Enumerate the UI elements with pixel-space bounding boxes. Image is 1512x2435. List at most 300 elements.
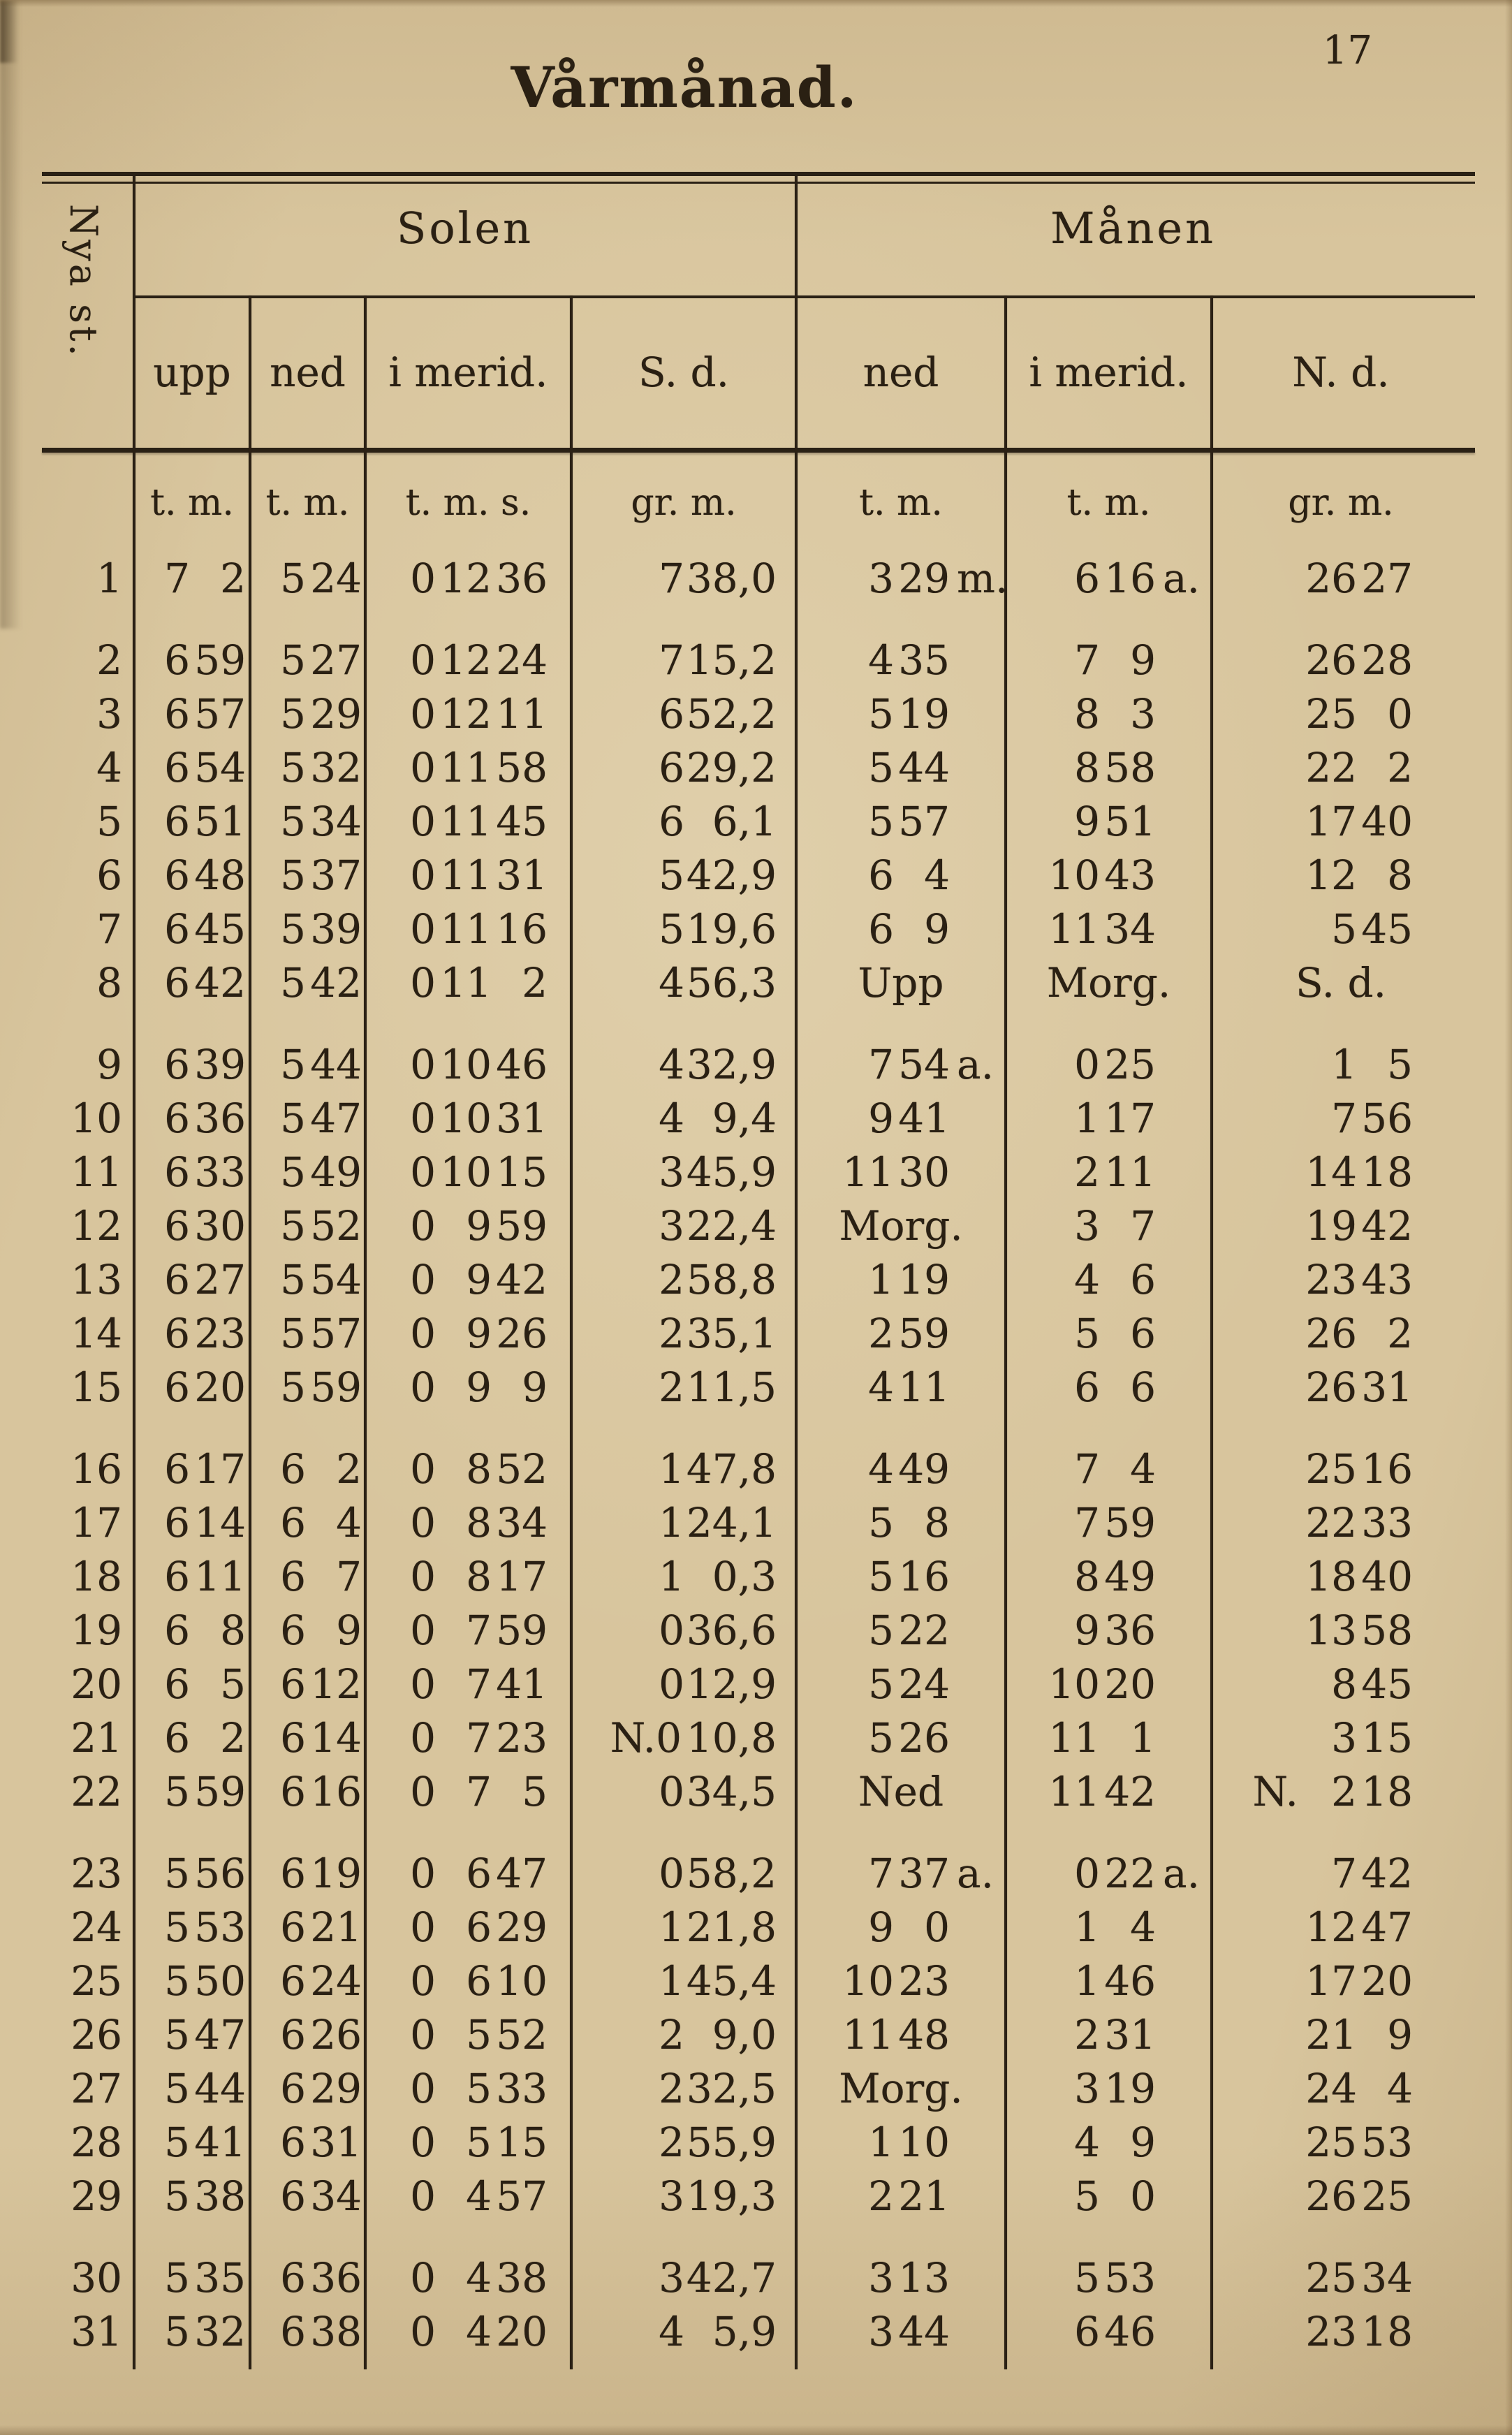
cell-m_mer bbox=[1006, 2251, 1212, 2305]
value-part: 0 bbox=[659, 1660, 684, 1708]
value-part: 36 bbox=[1104, 1607, 1156, 1654]
cell-s_sd bbox=[571, 2062, 796, 2116]
value-part: 47 bbox=[496, 1850, 548, 1897]
value-part: 34,5 bbox=[686, 1768, 777, 1815]
table-row-day-31 bbox=[66, 2305, 1470, 2359]
value-part: 26 bbox=[1305, 1310, 1357, 1357]
cell-text: gr. m. bbox=[631, 482, 737, 524]
value-part: 4 bbox=[466, 2308, 492, 2355]
value-part: 5 bbox=[868, 1553, 894, 1600]
suffix-spacer bbox=[950, 1092, 1001, 1146]
value-part: 0 bbox=[410, 1768, 436, 1815]
value-part: 4 bbox=[659, 959, 684, 1007]
value-part: 0 bbox=[410, 2119, 436, 2166]
value-part: 29,2 bbox=[686, 744, 777, 791]
suffix-spacer bbox=[1156, 2170, 1208, 2223]
value-part: 26 bbox=[71, 2011, 122, 2059]
cell-day bbox=[66, 1442, 134, 1496]
cell-s_upp bbox=[134, 1954, 250, 2008]
value-part: 6 bbox=[1130, 1256, 1156, 1303]
value-part: 3 bbox=[868, 555, 894, 602]
cell-s_ned bbox=[250, 552, 365, 606]
cell-s_ned bbox=[250, 1954, 365, 2008]
cell-day bbox=[66, 1496, 134, 1550]
value-part: 0 bbox=[659, 1768, 684, 1815]
value-part: 1 bbox=[659, 1957, 684, 2005]
suffix-spacer bbox=[1156, 795, 1208, 849]
value-part: 0 bbox=[410, 1553, 436, 1600]
cell-m_ned bbox=[796, 1442, 1006, 1496]
value-part: 10,8 bbox=[686, 1714, 777, 1762]
value-part: 1 bbox=[659, 1445, 684, 1493]
suffix-spacer bbox=[1156, 1253, 1208, 1307]
cell-day bbox=[66, 1658, 134, 1711]
cell-day bbox=[66, 552, 134, 606]
value-part: 17 bbox=[1104, 1095, 1156, 1142]
value-part: 22 bbox=[1104, 1850, 1156, 1897]
value-part: 43 bbox=[1361, 1256, 1413, 1303]
cell-m_ned bbox=[796, 902, 1006, 956]
value-part: 9 bbox=[1074, 798, 1100, 845]
value-part: 10 bbox=[440, 1095, 492, 1142]
suffix-spacer bbox=[950, 1361, 1001, 1414]
value-part: 47 bbox=[194, 2011, 246, 2059]
value-part: 4 bbox=[466, 2254, 492, 2302]
cell-s_ned bbox=[250, 1442, 365, 1496]
cell-m_mer bbox=[1006, 1765, 1212, 1819]
value-part: 2 bbox=[659, 1363, 684, 1411]
value-part: 9 bbox=[466, 1363, 492, 1411]
value-part: 5 bbox=[164, 1850, 190, 1897]
cell-m_ned bbox=[796, 1550, 1006, 1604]
value-part: 8 bbox=[1331, 1660, 1357, 1708]
value-part: 5 bbox=[164, 1768, 190, 1815]
cell-s_sd bbox=[571, 1038, 796, 1092]
cell-s_upp bbox=[134, 1442, 250, 1496]
column-header-m_ned: ned bbox=[863, 349, 939, 396]
cell-m_nd bbox=[1212, 956, 1470, 1010]
suffix-spacer bbox=[1156, 1092, 1208, 1146]
value-part: 9 bbox=[466, 1256, 492, 1303]
value-part: 12 bbox=[1305, 851, 1357, 899]
value-part: 14 bbox=[71, 1310, 122, 1357]
cell-m_nd bbox=[1212, 687, 1470, 741]
value-part: 15 bbox=[496, 2119, 548, 2166]
value-part: 3 bbox=[1074, 2065, 1100, 2112]
value-part: 48 bbox=[194, 851, 246, 899]
value-part: 27 bbox=[71, 2065, 122, 2112]
cell-m_ned bbox=[796, 1604, 1006, 1658]
table-row-day-13 bbox=[66, 1253, 1470, 1307]
cell-m_ned bbox=[796, 1253, 1006, 1307]
units-m_ned bbox=[796, 451, 1006, 555]
cell-s_sd bbox=[571, 1901, 796, 1954]
value-part: 20 bbox=[194, 1363, 246, 1411]
cell-m_nd bbox=[1212, 1765, 1470, 1819]
cell-s_sd bbox=[571, 2116, 796, 2170]
value-part: 6 bbox=[1130, 1363, 1156, 1411]
cell-s_ned bbox=[250, 795, 365, 849]
cell-m_mer bbox=[1006, 1442, 1212, 1496]
cell-text: S. d. bbox=[1295, 959, 1387, 1007]
value-part: 0 bbox=[410, 744, 436, 791]
cell-day bbox=[66, 634, 134, 687]
cell-day bbox=[66, 1146, 134, 1199]
units-s_upp bbox=[134, 451, 250, 555]
suffix-spacer bbox=[950, 1901, 1001, 1954]
value-part: 10 bbox=[898, 2119, 950, 2166]
cell-m_ned bbox=[796, 2008, 1006, 2062]
value-part: 21 bbox=[1305, 2011, 1357, 2059]
cell-s_ned bbox=[250, 1847, 365, 1901]
value-part: 37 bbox=[310, 851, 362, 899]
cell-s_mer bbox=[365, 2008, 571, 2062]
value-part: 47 bbox=[1361, 1903, 1413, 1951]
value-part: 6 bbox=[280, 2011, 306, 2059]
cell-m_mer bbox=[1006, 1954, 1212, 2008]
table-row-day-7 bbox=[66, 902, 1470, 956]
cell-s_sd bbox=[571, 1307, 796, 1361]
cell-day bbox=[66, 1847, 134, 1901]
value-part: 24 bbox=[496, 636, 548, 684]
value-part: 4 bbox=[466, 2172, 492, 2220]
suffix-spacer bbox=[1156, 1199, 1208, 1253]
value-part: 28 bbox=[71, 2119, 122, 2166]
value-part: 12 bbox=[1305, 1903, 1357, 1951]
cell-s_ned bbox=[250, 1307, 365, 1361]
value-part: 2 bbox=[1331, 1768, 1357, 1815]
value-part: 45 bbox=[194, 905, 246, 953]
value-part: 6 bbox=[280, 1714, 306, 1762]
suffix-spacer bbox=[950, 2305, 1001, 2359]
cell-s_mer bbox=[365, 2062, 571, 2116]
value-part: 45,9 bbox=[686, 1148, 777, 1196]
cell-m_ned bbox=[796, 956, 1006, 1010]
cell-s_upp bbox=[134, 956, 250, 1010]
cell-s_mer bbox=[365, 956, 571, 1010]
value-part: 5 bbox=[280, 744, 306, 791]
value-part: 36,6 bbox=[686, 1607, 777, 1654]
value-part: 2 bbox=[1387, 744, 1413, 791]
value-part: 8 bbox=[924, 1499, 950, 1546]
value-part: 5 bbox=[164, 2172, 190, 2220]
value-part: 51 bbox=[194, 798, 246, 845]
value-part: 0 bbox=[410, 1957, 436, 2005]
suffix-spacer bbox=[950, 1496, 1001, 1550]
cell-text: t. m. bbox=[859, 482, 943, 524]
value-part: 36 bbox=[496, 555, 548, 602]
cell-m_nd bbox=[1212, 1038, 1470, 1092]
value-part: 2 bbox=[220, 555, 246, 602]
value-part: 0 bbox=[410, 2011, 436, 2059]
cell-s_sd bbox=[571, 1361, 796, 1414]
value-part: 38 bbox=[310, 2308, 362, 2355]
value-part: 53 bbox=[1361, 2119, 1413, 2166]
column-header-s_upp: upp bbox=[153, 349, 231, 396]
cell-m_ned bbox=[796, 2116, 1006, 2170]
cell-s_ned bbox=[250, 1901, 365, 1954]
cell-m_nd bbox=[1212, 902, 1470, 956]
cell-text: Morg. bbox=[1046, 959, 1171, 1007]
page-edge-shade bbox=[0, 0, 1512, 7]
value-part: 5 bbox=[868, 1660, 894, 1708]
cell-s_sd bbox=[571, 1253, 796, 1307]
value-part: 11 bbox=[1048, 1768, 1100, 1815]
value-part: 6 bbox=[280, 1499, 306, 1546]
value-part: 6 bbox=[164, 690, 190, 738]
value-part: 32 bbox=[194, 2308, 246, 2355]
table-row-day-3 bbox=[66, 687, 1470, 741]
value-part: 5 bbox=[868, 1714, 894, 1762]
cell-s_sd bbox=[571, 1658, 796, 1711]
value-part: 6 bbox=[164, 1714, 190, 1762]
cell-m_nd bbox=[1212, 1092, 1470, 1146]
cell-m_nd bbox=[1212, 1442, 1470, 1496]
value-part: 0 bbox=[410, 1499, 436, 1546]
table-row-day-20 bbox=[66, 1658, 1470, 1711]
value-part: 6 bbox=[280, 1903, 306, 1951]
value-part: 5 bbox=[659, 905, 684, 953]
value-part: 6 bbox=[280, 1957, 306, 2005]
value-part: 17 bbox=[71, 1499, 122, 1546]
cell-s_ned bbox=[250, 1658, 365, 1711]
value-part: 21 bbox=[71, 1714, 122, 1762]
value-part: 30 bbox=[898, 1148, 950, 1196]
value-part: 27 bbox=[194, 1256, 246, 1303]
value-part: 10 bbox=[1048, 1660, 1100, 1708]
cell-m_mer bbox=[1006, 1604, 1212, 1658]
value-part: 18 bbox=[71, 1553, 122, 1600]
cell-m_nd bbox=[1212, 1658, 1470, 1711]
value-part: 12 bbox=[440, 690, 492, 738]
cell-s_upp bbox=[134, 1253, 250, 1307]
cell-s_upp bbox=[134, 2305, 250, 2359]
cell-s_ned bbox=[250, 2170, 365, 2223]
value-part: 6 bbox=[164, 1310, 190, 1357]
value-part: 7 bbox=[96, 905, 122, 953]
value-part: 16 bbox=[1104, 555, 1156, 602]
cell-s_mer bbox=[365, 849, 571, 902]
value-part: 46 bbox=[1104, 1957, 1156, 2005]
cell-s_sd bbox=[571, 1550, 796, 1604]
value-part: 9 bbox=[336, 1607, 362, 1654]
cell-s_mer bbox=[365, 2170, 571, 2223]
value-part: 6 bbox=[164, 1553, 190, 1600]
value-part: 40 bbox=[1361, 798, 1413, 845]
value-part: 42 bbox=[1104, 1768, 1156, 1815]
value-part: 36 bbox=[194, 1095, 246, 1142]
value-part: 53 bbox=[194, 1903, 246, 1951]
value-part: 4 bbox=[659, 1041, 684, 1088]
cell-s_upp bbox=[134, 1711, 250, 1765]
cell-s_mer bbox=[365, 1604, 571, 1658]
value-part: 31 bbox=[1104, 2011, 1156, 2059]
cell-m_mer bbox=[1006, 1658, 1212, 1711]
cell-m_nd bbox=[1212, 1146, 1470, 1199]
value-part: 9 bbox=[522, 1363, 548, 1411]
cell-s_upp bbox=[134, 1901, 250, 1954]
value-part: 58 bbox=[496, 744, 548, 791]
value-part: 30 bbox=[194, 1202, 246, 1250]
suffix-spacer bbox=[1156, 634, 1208, 687]
value-part: 11 bbox=[71, 1148, 122, 1196]
value-part: 38 bbox=[496, 2254, 548, 2302]
suffix-spacer bbox=[950, 2170, 1001, 2223]
cell-day bbox=[66, 2251, 134, 2305]
value-part: 6 bbox=[164, 1607, 190, 1654]
value-part: 17 bbox=[194, 1445, 246, 1493]
cell-day bbox=[66, 741, 134, 795]
value-part: 31 bbox=[1361, 1363, 1413, 1411]
week-group bbox=[66, 2251, 1470, 2359]
value-part: 0 bbox=[410, 2172, 436, 2220]
value-part: 2 bbox=[336, 1445, 362, 1493]
cell-m_ned bbox=[796, 1847, 1006, 1901]
cell-s_mer bbox=[365, 2116, 571, 2170]
suffix-spacer bbox=[950, 2251, 1001, 2305]
value-part: 11 bbox=[1104, 1148, 1156, 1196]
value-part: 8 bbox=[1387, 851, 1413, 899]
value-part: 54 bbox=[194, 744, 246, 791]
value-part: 5 bbox=[164, 1903, 190, 1951]
cell-s_mer bbox=[365, 1496, 571, 1550]
value-part: 6 bbox=[164, 798, 190, 845]
cell-s_mer bbox=[365, 687, 571, 741]
top-double-rule-lower bbox=[42, 182, 1475, 184]
cell-m_nd bbox=[1212, 634, 1470, 687]
value-part: 4 bbox=[336, 1499, 362, 1546]
cell-s_sd bbox=[571, 2008, 796, 2062]
value-part: 36 bbox=[310, 2254, 362, 2302]
cell-s_upp bbox=[134, 1550, 250, 1604]
value-part: 0 bbox=[410, 2254, 436, 2302]
value-part: 11 bbox=[440, 851, 492, 899]
cell-m_mer bbox=[1006, 2116, 1212, 2170]
value-part: 59 bbox=[194, 1768, 246, 1815]
cell-m_mer bbox=[1006, 1550, 1212, 1604]
value-part: 7 bbox=[1074, 636, 1100, 684]
table-row-day-6 bbox=[66, 849, 1470, 902]
cell-s_mer bbox=[365, 1658, 571, 1711]
value-part: 6 bbox=[868, 851, 894, 899]
value-part: 17 bbox=[1305, 1957, 1357, 2005]
units-row bbox=[66, 451, 1470, 550]
value-part: 0 bbox=[1074, 1041, 1100, 1088]
column-header-m_nd: N. d. bbox=[1292, 349, 1390, 396]
value-part: 8 bbox=[220, 1607, 246, 1654]
value-part: 18 bbox=[1361, 1768, 1413, 1815]
value-part: 8 bbox=[1074, 744, 1100, 791]
cell-s_sd bbox=[571, 1199, 796, 1253]
value-part: 6 bbox=[280, 2119, 306, 2166]
value-part: 5 bbox=[868, 744, 894, 791]
value-part: 4 bbox=[924, 851, 950, 899]
table-row-day-9 bbox=[66, 1038, 1470, 1092]
value-part: 2 bbox=[1387, 1310, 1413, 1357]
value-part: 19 bbox=[898, 690, 950, 738]
value-part: 25 bbox=[1104, 1041, 1156, 1088]
cell-m_nd bbox=[1212, 2305, 1470, 2359]
cell-s_upp bbox=[134, 634, 250, 687]
cell-s_mer bbox=[365, 1038, 571, 1092]
value-part: 5 bbox=[164, 2011, 190, 2059]
value-part: 6 bbox=[1130, 1310, 1156, 1357]
value-part: 6 bbox=[659, 744, 684, 791]
value-part: 0 bbox=[410, 690, 436, 738]
suffix-spacer bbox=[1156, 2116, 1208, 2170]
suffix-spacer bbox=[1156, 2251, 1208, 2305]
cell-m_ned bbox=[796, 2062, 1006, 2116]
value-part: 1 bbox=[1074, 1903, 1100, 1951]
value-part: 10 bbox=[440, 1041, 492, 1088]
value-part: 9 bbox=[96, 1041, 122, 1088]
cell-m_nd bbox=[1212, 2170, 1470, 2223]
cell-s_upp bbox=[134, 1496, 250, 1550]
suffix-spacer bbox=[950, 849, 1001, 902]
cell-text: t. m. bbox=[150, 482, 234, 524]
value-part: 18 bbox=[1305, 1553, 1357, 1600]
value-part: 6 bbox=[466, 1903, 492, 1951]
value-part: 45 bbox=[1361, 1660, 1413, 1708]
value-part: 59 bbox=[496, 1202, 548, 1250]
section-header-moon: Månen bbox=[1050, 203, 1216, 254]
cell-text: Upp bbox=[858, 959, 944, 1007]
value-part: 55,9 bbox=[686, 2119, 777, 2166]
cell-s_mer bbox=[365, 634, 571, 687]
value-part: 49 bbox=[1104, 1553, 1156, 1600]
suffix-spacer bbox=[1156, 1307, 1208, 1361]
cell-s_mer bbox=[365, 1146, 571, 1199]
cell-s_ned bbox=[250, 1604, 365, 1658]
value-part: 6 bbox=[280, 1445, 306, 1493]
cell-day bbox=[66, 2305, 134, 2359]
value-part: 11 bbox=[440, 744, 492, 791]
value-part: 37 bbox=[898, 1850, 950, 1897]
cell-m_mer bbox=[1006, 1711, 1212, 1765]
week-group bbox=[66, 1442, 1470, 1819]
cell-s_mer bbox=[365, 795, 571, 849]
cell-s_upp bbox=[134, 1038, 250, 1092]
cell-s_ned bbox=[250, 1711, 365, 1765]
value-part: 4 bbox=[96, 744, 122, 791]
cell-day bbox=[66, 1092, 134, 1146]
cell-m_ned bbox=[796, 634, 1006, 687]
value-part: 47,8 bbox=[686, 1445, 777, 1493]
cell-s_upp bbox=[134, 1307, 250, 1361]
value-part: 24 bbox=[310, 555, 362, 602]
value-part: 7 bbox=[466, 1714, 492, 1762]
cell-day bbox=[66, 1901, 134, 1954]
value-part: 1 bbox=[868, 1256, 894, 1303]
suffix-spacer bbox=[1156, 1550, 1208, 1604]
cell-s_upp bbox=[134, 1765, 250, 1819]
cell-s_mer bbox=[365, 1253, 571, 1307]
table-row-day-28 bbox=[66, 2116, 1470, 2170]
cell-s_sd bbox=[571, 741, 796, 795]
cell-m_mer bbox=[1006, 2008, 1212, 2062]
cell-s_sd bbox=[571, 687, 796, 741]
value-part: 19 bbox=[310, 1850, 362, 1897]
cell-m_nd bbox=[1212, 552, 1470, 606]
cell-text: Morg. bbox=[839, 1202, 963, 1250]
value-part: 5 bbox=[280, 798, 306, 845]
value-part: 19 bbox=[1305, 1202, 1357, 1250]
cell-day bbox=[66, 1954, 134, 2008]
value-part: 12,9 bbox=[686, 1660, 777, 1708]
value-part: 19,3 bbox=[686, 2172, 777, 2220]
cell-s_mer bbox=[365, 1442, 571, 1496]
cell-m_nd bbox=[1212, 2008, 1470, 2062]
